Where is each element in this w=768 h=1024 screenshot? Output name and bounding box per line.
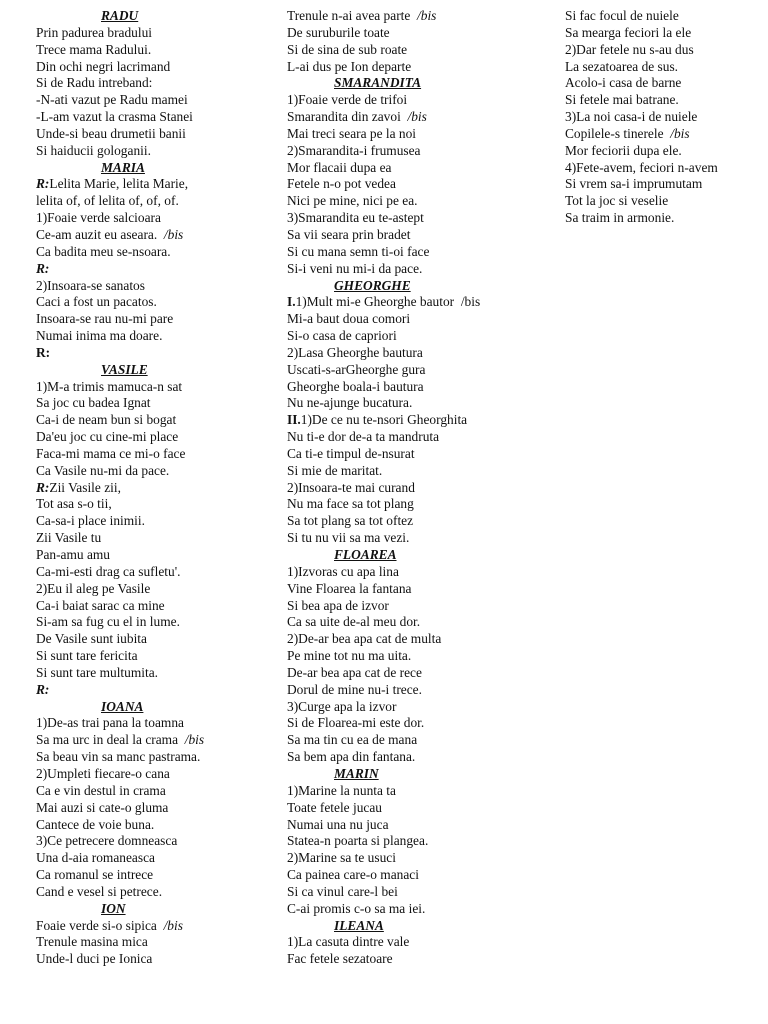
refrain-marker: R: [36,260,50,276]
verse-text: Una d-aia romaneasca [36,850,155,866]
verse-text: Nu ma face sa tot plang [287,496,414,512]
verse-text: Sa tot plang sa tot oftez [287,513,414,529]
repeat-marker: /bis [670,125,690,141]
verse-line [287,126,549,143]
verse-text: Ca painea care-o manaci [287,867,419,883]
verse-line [36,867,274,884]
song-title: IOANA [101,698,144,714]
verse-text: Ca-sa-i place inimii. [36,513,145,529]
verse-line [36,783,274,800]
verse-text: Sa ma tin cu ea de mana [287,732,418,748]
verse-line [36,480,274,497]
refrain-marker: R: [36,176,50,192]
verse-text: 1)De-as trai pana la toamna [36,715,184,731]
verse-text: 1)De ce nu te-nsori Gheorghita [300,412,468,428]
verse-text: Nu ti-e dor de-a ta mandruta [287,429,440,445]
verse-text: De suruburile toate [287,24,390,40]
verse-line [36,732,274,749]
verse-text: Ca sa uite de-al meu dor. [287,614,421,630]
verse-line [287,25,549,42]
verse-line [565,8,765,25]
verse-text: Si bea apa de izvor [287,597,389,613]
verse-line [287,59,549,76]
verse-text: Zii Vasile zii, [49,479,121,495]
verse-line [36,749,274,766]
verse-text: 3)Ce petrecere domneasca [36,833,178,849]
verse-text: Insoara-se rau nu-mi pare [36,311,174,327]
verse-line [36,530,274,547]
verse-line [287,648,549,665]
verse-line [287,951,549,968]
verse-text: Dorul de mine nu-i trece. [287,681,422,697]
verse-line [36,614,274,631]
verse-line [565,193,765,210]
verse-text: Copilele-s tinerele [565,125,664,141]
verse-line [287,176,549,193]
verse-text: Smarandita din zavoi [287,109,401,125]
verse-line [287,732,549,749]
verse-line [36,715,274,732]
verse-text: Si cu mana semn ti-oi face [287,243,430,259]
song-title: MARIN [334,765,379,781]
verse-line [36,918,274,935]
verse-text: 2)Dar fetele nu s-au dus [565,41,694,57]
verse-text: Unde-si beau drumetii banii [36,125,186,141]
verse-line [287,783,549,800]
verse-text: Lelita Marie, lelita Marie, [49,176,189,192]
verse-text: Si de sina de sub roate [287,41,408,57]
verse-line [36,513,274,530]
verse-text: 2)Insoara-se sanatos [36,277,145,293]
verse-line [287,682,549,699]
column-1 [36,8,274,968]
song-title: SMARANDITA [334,75,422,91]
verse-line [36,496,274,513]
verse-text: 1)M-a trimis mamuca-n sat [36,378,183,394]
verse-line [36,294,274,311]
verse-text: Sa vii seara prin bradet [287,226,411,242]
verse-line [36,328,274,345]
verse-text: Da'eu joc cu cine-mi place [36,429,179,445]
verse-text: Sa traim in armonie. [565,210,675,226]
verse-text: Gheorghe boala-i bautura [287,378,424,394]
verse-line [36,395,274,412]
verse-text: Si fac focul de nuiele [565,8,679,23]
verse-line [287,614,549,631]
verse-line [287,934,549,951]
verse-text: Ce-am auzit eu aseara. [36,226,158,242]
verse-text: Si tu nu vii sa ma vezi. [287,530,410,546]
verse-text: 3)Curge apa la izvor [287,698,397,714]
verse-text: Trece mama Radului. [36,41,152,57]
verse-text: Caci a fost un pacatos. [36,294,157,310]
verse-line [287,496,549,513]
refrain-marker: R: [36,479,50,495]
verse-text: 3)Smarandita eu te-astept [287,210,424,226]
verse-text: Si sunt tare fericita [36,648,138,664]
repeat-marker: /bis [163,226,184,242]
refrain-marker: R: [36,344,51,360]
verse-text: 2)Insoara-te mai curand [287,479,415,495]
verse-line [287,395,549,412]
verse-text: Fetele n-o pot vedea [287,176,396,192]
verse-line [287,715,549,732]
verse-text: Toate fetele jucau [287,799,382,815]
verse-text: De Vasile sunt iubita [36,631,147,647]
refrain-marker: II. [287,412,301,428]
verse-line [36,261,274,278]
verse-line [36,311,274,328]
verse-text: Sa joc cu badea Ignat [36,395,151,411]
column-2 [287,8,549,968]
verse-line [287,109,549,126]
verse-text: Pe mine tot nu ma uita. [287,648,412,664]
verse-text: Mi-a baut doua comori [287,311,411,327]
verse-line [36,598,274,615]
verse-text: La sezatoarea de sus. [565,58,679,74]
refrain-marker: R: [36,681,50,697]
song-title: RADU [101,8,139,23]
repeat-marker: /bis [407,109,427,125]
verse-text: Sa beau vin sa manc pastrama. [36,749,201,765]
verse-text: 1)Mult mi-e Gheorghe bautor [295,294,455,310]
verse-text: Si de Floarea-mi este dor. [287,715,425,731]
verse-text: Uscati-s-arGheorghe gura [287,361,426,377]
verse-text: L-ai dus pe Ion departe [287,58,412,74]
verse-line [565,59,765,76]
verse-text: 4)Fete-avem, feciori n-avem [565,159,718,175]
verse-text: Sa ma urc in deal la crama [36,732,179,748]
verse-text: Sa bem apa din fantana. [287,749,416,765]
verse-line [36,244,274,261]
verse-line [36,547,274,564]
verse-text: Ca-i de neam bun si bogat [36,412,177,428]
verse-line [36,92,274,109]
verse-text: -N-ati vazut pe Radu mamei [36,92,188,108]
verse-line [287,143,549,160]
verse-line [36,210,274,227]
verse-text: Foaie verde si-o sipica [36,917,157,933]
verse-text: 2)Umpleti fiecare-o cana [36,765,170,781]
verse-text: Si-am sa fug cu el in lume. [36,614,180,630]
column-3 [565,8,765,227]
verse-line [287,294,549,311]
verse-text: Si ca vinul care-l bei [287,883,398,899]
verse-text: Ca Vasile nu-mi da pace. [36,462,170,478]
verse-line [36,463,274,480]
verse-text: Si-o casa de capriori [287,328,397,344]
verse-line [36,25,274,42]
verse-line [36,564,274,581]
verse-line [565,143,765,160]
verse-text: Mai auzi si cate-o gluma [36,799,169,815]
verse-line [287,884,549,901]
verse-line [287,328,549,345]
verse-text: Tot asa s-o tii, [36,496,112,512]
verse-line [36,665,274,682]
verse-line [36,345,274,362]
verse-text: lelita of, of lelita of, of, of. [36,193,179,209]
verse-line [287,311,549,328]
verse-line [287,345,549,362]
verse-text: Si sunt tare multumita. [36,664,158,680]
verse-text: Ca-i baiat sarac ca mine [36,597,165,613]
verse-line [36,581,274,598]
verse-text: Nu ne-ajunge bucatura. [287,395,413,411]
verse-text: 2)Smarandita-i frumusea [287,142,421,158]
verse-line [287,261,549,278]
verse-text: Nici pe mine, nici pe ea. [287,193,418,209]
verse-line [36,817,274,834]
verse-line [36,934,274,951]
verse-line [36,833,274,850]
verse-line [36,193,274,210]
verse-text: 2)Marine sa te usuci [287,850,396,866]
verse-text: 2)De-ar bea apa cat de multa [287,631,442,647]
verse-text: Si de Radu intreband: [36,75,153,91]
verse-text: Trenule masina mica [36,934,148,950]
verse-line [287,193,549,210]
verse-line [287,362,549,379]
verse-line [287,699,549,716]
verse-text: Din ochi negri lacrimand [36,58,171,74]
song-title: FLOAREA [334,547,397,562]
verse-line [287,850,549,867]
verse-line [36,379,274,396]
repeat-marker: /bis [460,294,481,310]
verse-text: Vine Floarea la fantana [287,580,412,596]
verse-line [287,429,549,446]
verse-line [36,884,274,901]
verse-text: Numai una nu juca [287,816,389,832]
verse-text: Ca ti-e timpul de-nsurat [287,445,415,461]
verse-line [565,176,765,193]
verse-line [287,513,549,530]
song-title: GHEORGHE [334,277,411,293]
verse-text: C-ai promis c-o sa ma iei. [287,900,426,916]
verse-line [287,867,549,884]
repeat-marker: /bis [184,732,205,748]
verse-line [287,379,549,396]
verse-text: 1)Marine la nunta ta [287,782,396,798]
verse-line [36,176,274,193]
verse-text: Statea-n poarta si plangea. [287,833,429,849]
verse-line [565,109,765,126]
verse-line [287,244,549,261]
verse-text: Si haiducii gologanii. [36,142,151,158]
verse-text: Ca romanul se intrece [36,867,154,883]
verse-line [287,631,549,648]
verse-line [36,126,274,143]
verse-text: 1)Izvoras cu apa lina [287,563,399,579]
verse-text: Cand e vesel si petrece. [36,883,163,899]
verse-line [287,598,549,615]
verse-line [36,631,274,648]
verse-line [287,160,549,177]
verse-text: Prin padurea bradului [36,24,153,40]
verse-text: Ca badita meu se-nsoara. [36,243,171,259]
verse-line [36,59,274,76]
verse-line [36,951,274,968]
verse-line [36,227,274,244]
verse-line [36,850,274,867]
verse-line [36,648,274,665]
verse-text: Tot la joc si veselie [565,193,669,209]
verse-text: Si vrem sa-i imprumutam [565,176,703,192]
repeat-marker: /bis [417,8,437,23]
verse-text: Cantece de voie buna. [36,816,155,832]
verse-text: Acolo-i casa de barne [565,75,682,91]
verse-line [287,412,549,429]
verse-line [287,42,549,59]
verse-line [565,126,765,143]
verse-line [565,25,765,42]
verse-text: Trenule n-ai avea parte [287,8,411,23]
verse-line [565,92,765,109]
song-title: ION [101,900,126,916]
verse-text: Mai treci seara pe la noi [287,125,417,141]
verse-text: Numai inima ma doare. [36,328,163,344]
verse-text: 3)La noi casa-i de nuiele [565,109,698,125]
verse-text: Mor flacaii dupa ea [287,159,392,175]
verse-line [287,817,549,834]
verse-line [565,210,765,227]
verse-line [36,412,274,429]
verse-line [287,480,549,497]
verse-text: Zii Vasile tu [36,530,102,546]
verse-line [36,278,274,295]
verse-line [287,530,549,547]
verse-text: Pan-amu amu [36,547,111,562]
verse-text: -L-am vazut la crasma Stanei [36,109,193,125]
verse-line [565,75,765,92]
verse-text: 2)Eu il aleg pe Vasile [36,580,151,596]
verse-line [287,833,549,850]
verse-line [287,581,549,598]
verse-text: 1)La casuta dintre vale [287,934,410,950]
verse-text: Unde-l duci pe Ionica [36,951,153,967]
verse-text: 1)Foaie verde salcioara [36,210,161,226]
refrain-marker: I. [287,294,296,310]
verse-text: Faca-mi mama ce mi-o face [36,445,186,461]
song-title: ILEANA [334,917,384,933]
verse-line [287,227,549,244]
verse-line [287,92,549,109]
verse-text: Mor feciorii dupa ele. [565,142,682,158]
verse-line [36,682,274,699]
verse-text: Fac fetele sezatoare [287,951,393,967]
verse-line [565,160,765,177]
verse-line [36,766,274,783]
verse-text: 1)Foaie verde de trifoi [287,92,408,108]
verse-line [36,446,274,463]
verse-line [565,42,765,59]
song-title: VASILE [101,361,148,377]
verse-line [36,143,274,160]
song-title: MARIA [101,159,145,175]
verse-text: Si mie de maritat. [287,462,383,478]
verse-line [287,463,549,480]
verse-line [287,800,549,817]
verse-text: Ca-mi-esti drag ca sufletu'. [36,563,181,579]
verse-line [36,429,274,446]
verse-line [287,665,549,682]
verse-text: Si-i veni nu mi-i da pace. [287,260,423,276]
verse-line [287,564,549,581]
verse-text: Ca e vin destul in crama [36,782,166,798]
verse-line [36,75,274,92]
verse-text: 2)Lasa Gheorghe bautura [287,344,423,360]
verse-line [287,210,549,227]
verse-line [36,109,274,126]
verse-line [287,901,549,918]
verse-text: De-ar bea apa cat de rece [287,664,422,680]
verse-text: Sa mearga feciori la ele [565,24,692,40]
verse-line [287,446,549,463]
verse-line [287,749,549,766]
verse-line [287,8,549,25]
verse-line [36,42,274,59]
verse-text: Si fetele mai batrane. [565,92,679,108]
verse-line [36,800,274,817]
repeat-marker: /bis [163,917,183,933]
